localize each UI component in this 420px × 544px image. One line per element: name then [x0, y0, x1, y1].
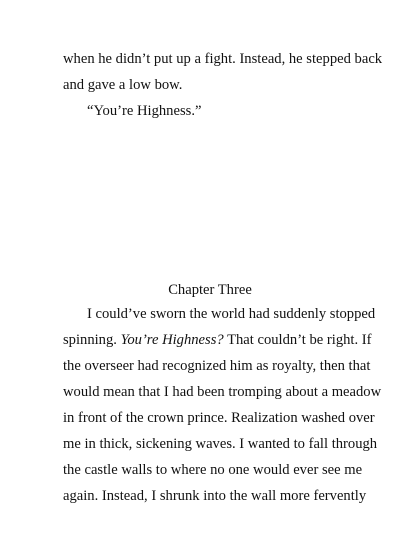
- paragraph-line: in front of the crown prince. Realization washed over: [63, 410, 375, 426]
- paragraph-line: me in thick, sickening waves. I wanted to fall through: [63, 436, 378, 452]
- paragraph-line: and gave a low bow.: [63, 77, 183, 93]
- paragraph-line: [63, 327, 372, 353]
- text-run: spinning.: [63, 332, 121, 348]
- chapter-title: Chapter Three: [168, 282, 252, 298]
- paragraph-line: would mean that I had been tromping about a meadow: [63, 384, 382, 400]
- paragraph-line: the castle walls to where no one would ever see me: [63, 462, 363, 478]
- dialogue-line: “You’re Highness.”: [87, 103, 202, 119]
- paragraph-line: the overseer had recognized him as royalty, then that: [63, 358, 371, 374]
- paragraph-line: I could’ve sworn the world had suddenly stopped: [87, 306, 376, 322]
- paragraph-line: again. Instead, I shrunk into the wall more fervently: [63, 488, 367, 504]
- paragraph-line: when he didn’t put up a fight. Instead, he stepped back: [63, 51, 383, 67]
- text-run: That couldn’t be right. If: [223, 332, 372, 348]
- italic-text: You’re Highness?: [120, 332, 224, 348]
